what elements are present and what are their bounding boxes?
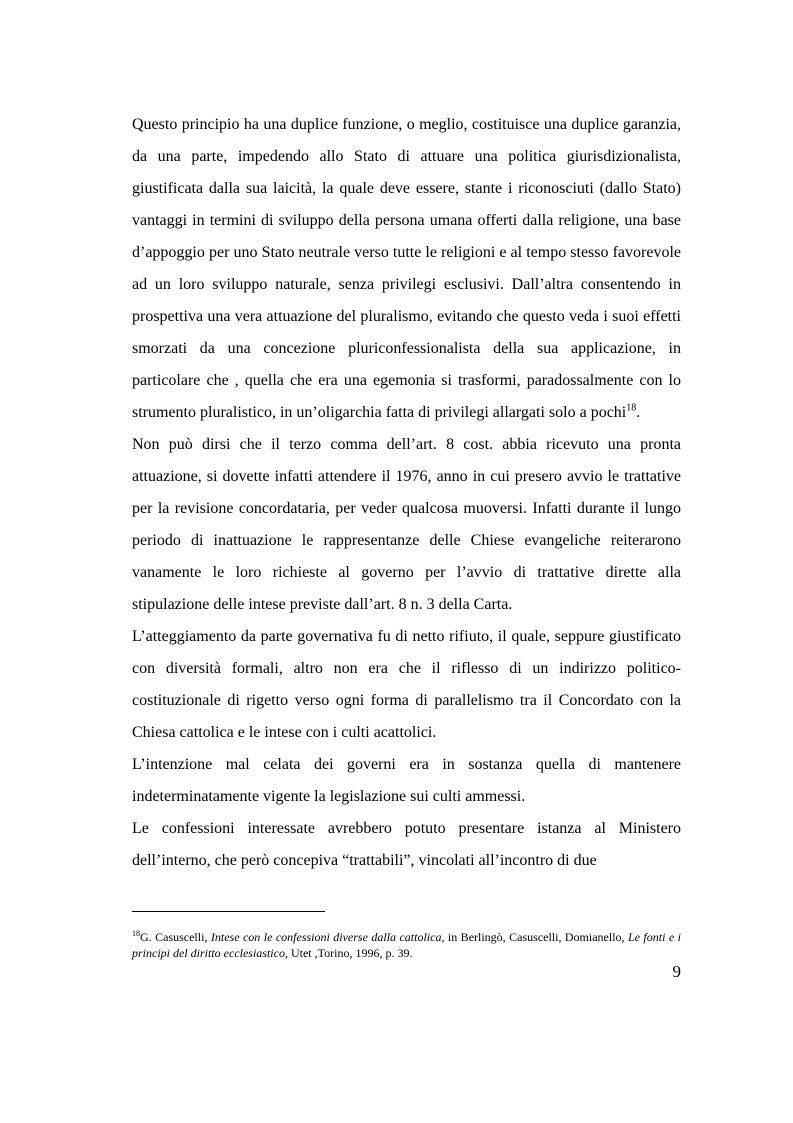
paragraph-2: Non può dirsi che il terzo comma dell’art. 8 cost. abbia ricevuto una pronta attuazione, si dovette infatti attendere il 1976, anno in cui presero avvio le trattative per la revisione concordataria, per veder qualcosa muoversi. Infatti durante il lungo periodo di inattuazione le rappresentanze delle Chiese evangeliche reiterarono vanamente le loro richieste al governo per l’avvio di trattative dirette alla stipulazione delle intese previste dall’art. 8 n. 3 della Carta. bbox=[132, 436, 681, 613]
paragraph-1-end: . bbox=[636, 404, 641, 421]
footnote-book: Le fonti e i principi del diritto ecclesiastico, bbox=[132, 930, 681, 960]
footnote-middle: in Berlingò, Casuscelli, Domianello, bbox=[444, 930, 628, 944]
paragraph-5: Le confessioni interessate avrebbero potuto presentare istanza al Ministero dell’interno, che però concepiva “trattabili”, vincolati all’incontro di due bbox=[132, 820, 681, 869]
footnote-mark: 18 bbox=[132, 929, 140, 938]
paragraph-1 bbox=[132, 109, 681, 429]
footnote-divider bbox=[132, 911, 325, 912]
footnote bbox=[132, 929, 681, 961]
footnote-end: Utet ,Torino, 1996, p. 39. bbox=[287, 946, 413, 960]
paragraph-3: L’atteggiamento da parte governativa fu di netto rifiuto, il quale, seppure giustificato con diversità formali, altro non era che il riflesso di un indirizzo politico-costituzionale di rigetto verso ogni forma di parallelismo tra il Concordato con la Chiesa cattolica e le intese con i culti acattolici. bbox=[132, 628, 681, 741]
footnote-title: Intese con le confessioni diverse dalla cattolica, bbox=[210, 930, 445, 944]
paragraph-1-text: Questo principio ha una duplice funzione, o meglio, costituisce una duplice garanzia, da una parte, impedendo allo Stato di attuare una politica giurisdizionalista, giustificata dalla sua laicità, la quale deve essere, stante i riconosciuti (dallo Stato) vantaggi in termini di sviluppo della persona umana offerti dalla religione, una base d’appoggio per uno Stato neutrale verso tutte le religioni e al tempo stesso favorevole ad un loro sviluppo naturale, senza privilegi esclusivi. Dall’altra consentendo in prospettiva una vera attuazione del pluralismo, evitando che questo veda i suoi effetti smorzati da una concezione pluriconfessionalista della sua applicazione, in particolare che , quella che era una egemonia si trasformi, paradossalmente con lo strumento pluralistico, in un’oligarchia fatta di privilegi allargati solo a pochi bbox=[132, 116, 681, 421]
footnote-author: G. Casuscelli, bbox=[140, 930, 211, 944]
paragraph-4: L’intenzione mal celata dei governi era in sostanza quella di mantenere indeterminatamente vigente la legislazione sui culti ammessi. bbox=[132, 756, 681, 805]
footnote-reference: 18 bbox=[626, 402, 637, 414]
body-text bbox=[132, 109, 681, 877]
page-number: 9 bbox=[672, 962, 681, 981]
